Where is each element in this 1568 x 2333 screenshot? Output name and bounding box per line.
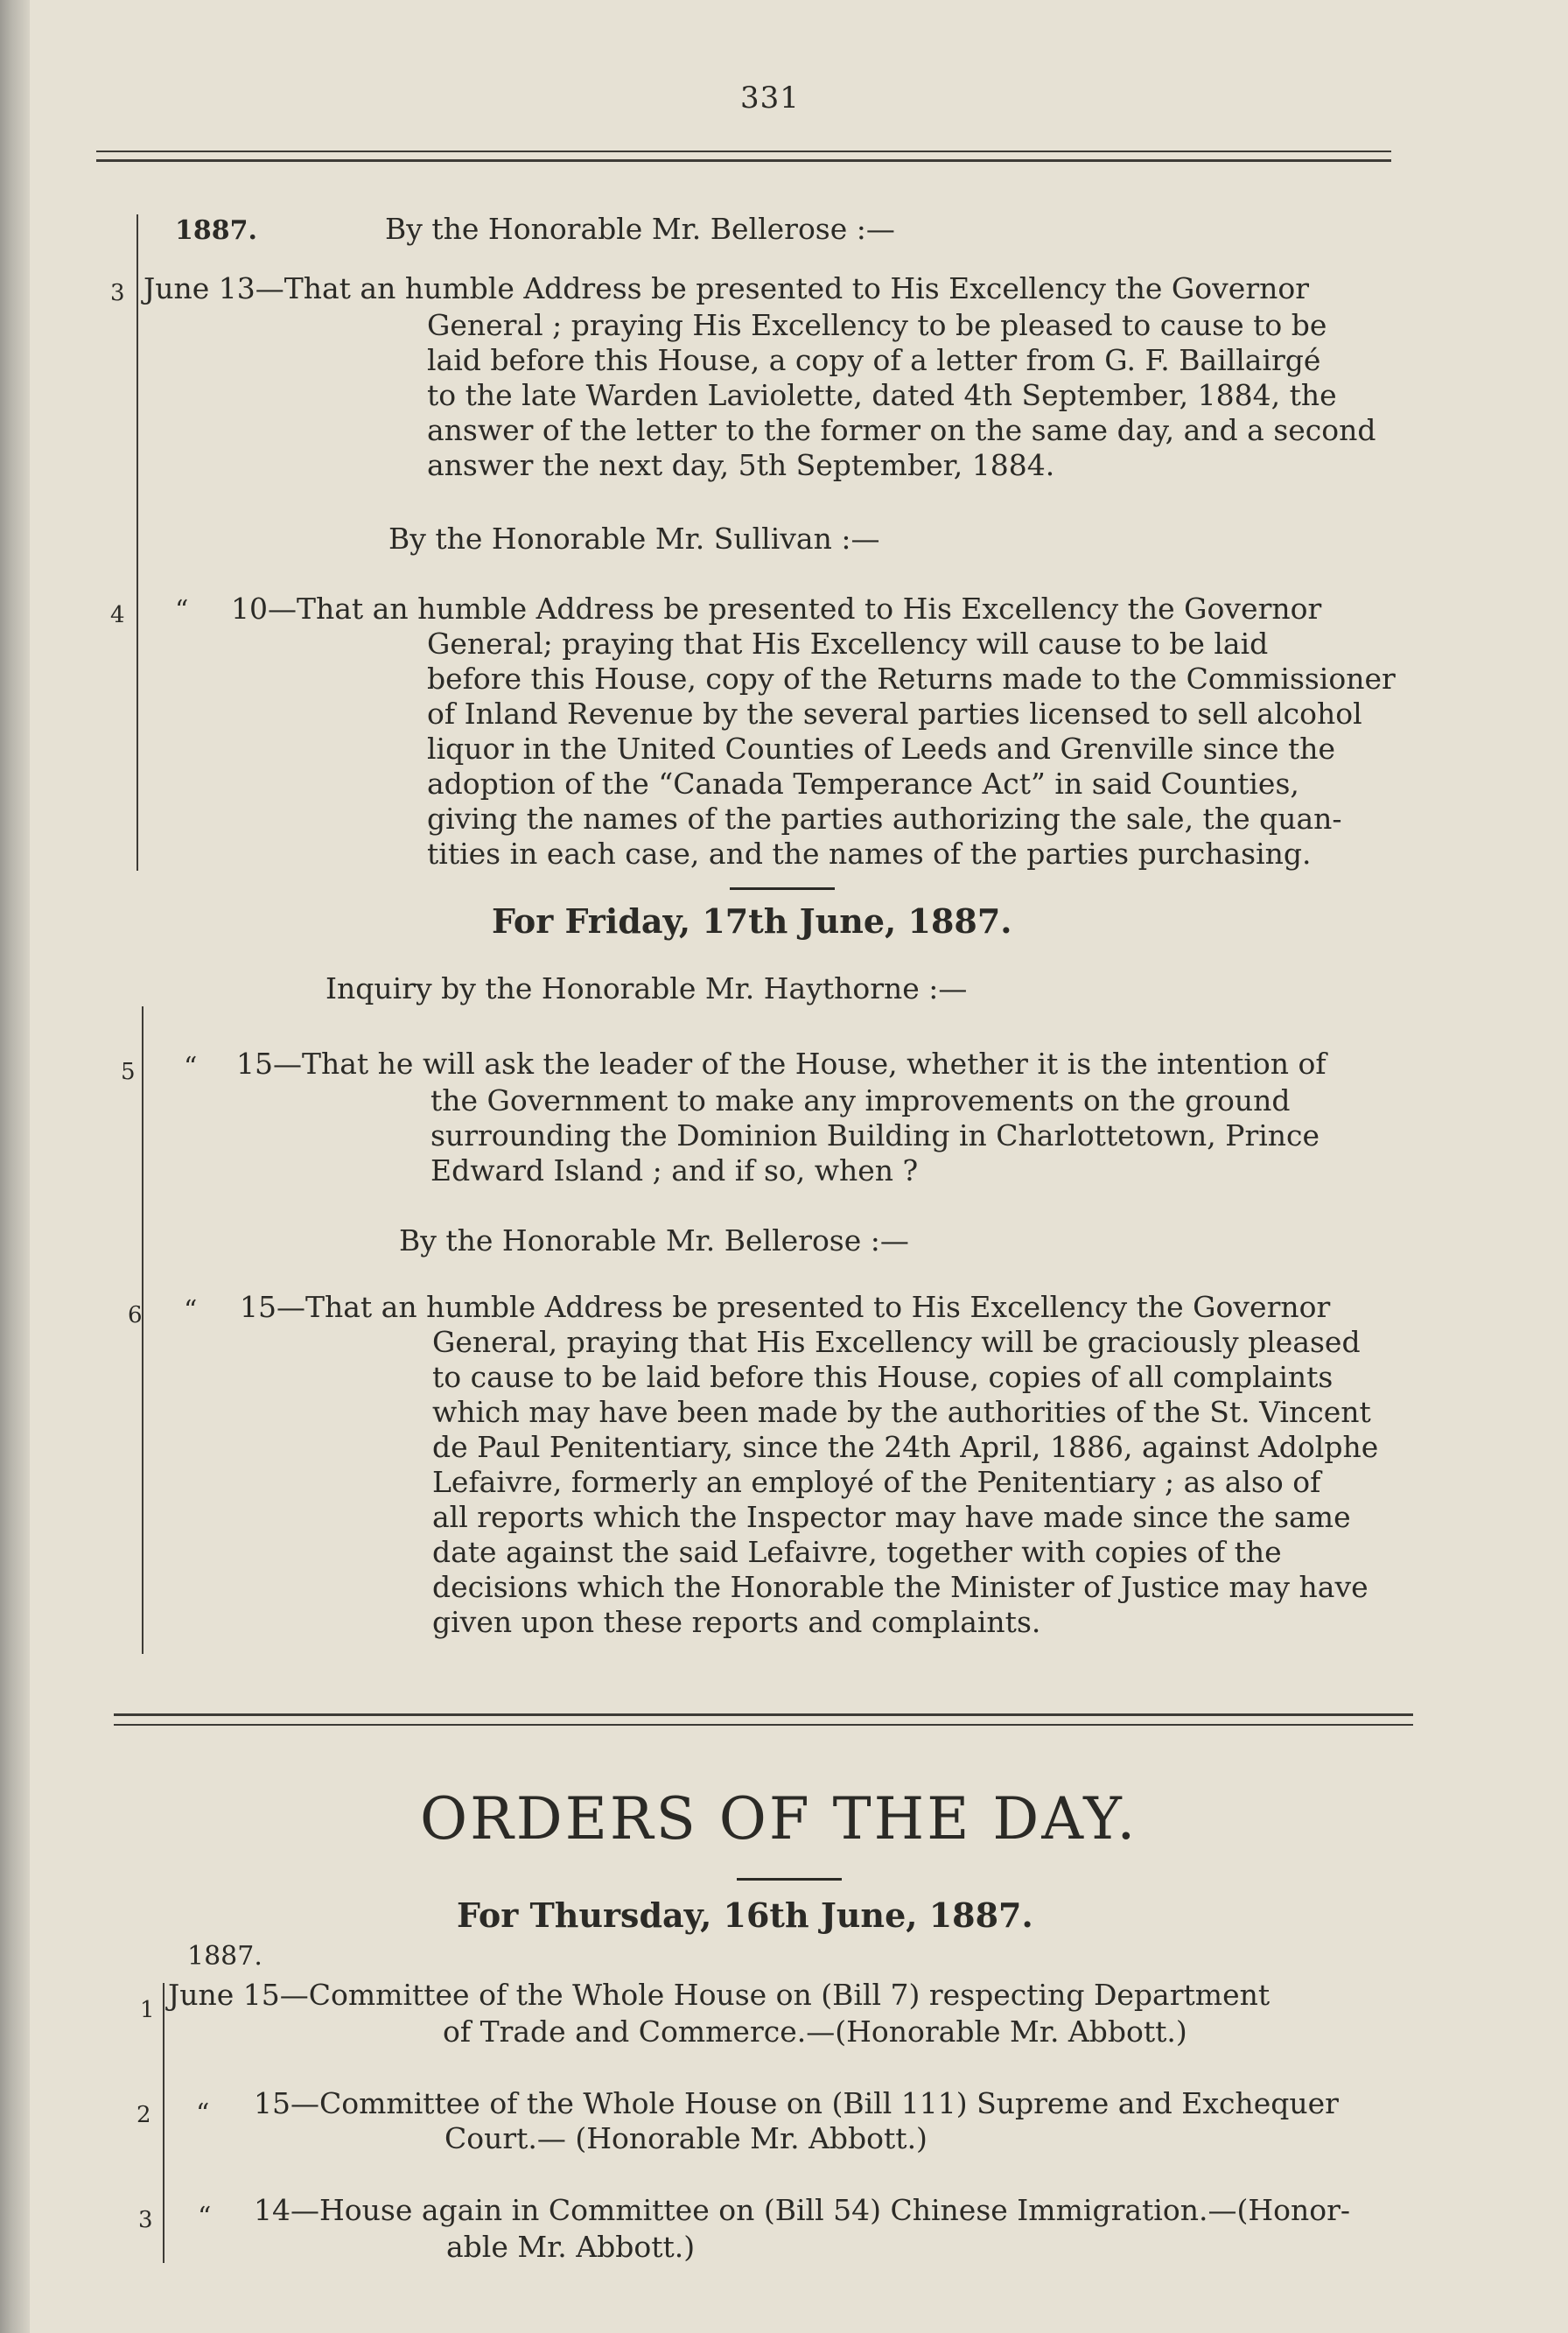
- notice-line: to the late Warden Laviolette, dated 4th September, 1884, the: [427, 378, 1337, 412]
- orders-title: ORDERS OF THE DAY.: [420, 1785, 1138, 1853]
- notice-line: General, praying that His Excellency will be graciously pleased: [432, 1325, 1361, 1359]
- notice-line: which may have been made by the authorities of the St. Vincent: [432, 1395, 1371, 1429]
- order-first-line: 14—House again in Committee on (Bill 54) Chinese Immigration.—(Honor-: [254, 2193, 1351, 2227]
- section-divider: [730, 887, 835, 890]
- ditto-mark: “: [196, 2098, 210, 2129]
- ditto-mark: “: [198, 2202, 212, 2232]
- ditto-mark: “: [175, 595, 189, 626]
- binding-gutter: [0, 0, 30, 2333]
- byline-sullivan: By the Honorable Mr. Sullivan :—: [388, 522, 880, 556]
- margin-line-friday: [142, 1006, 144, 1654]
- notice-line: answer the next day, 5th September, 1884.: [427, 448, 1055, 482]
- notice-line: given upon these reports and complaints.: [432, 1605, 1041, 1639]
- notice-body: [432, 1325, 1378, 1640]
- byline-bellerose: By the Honorable Mr. Bellerose :—: [385, 212, 895, 246]
- header-rule-bottom: [96, 159, 1391, 162]
- item-number: 3: [110, 280, 125, 306]
- byline-haythorne: Inquiry by the Honorable Mr. Haythorne :—: [326, 971, 968, 1005]
- notice-line: General ; praying His Excellency to be pleased to cause to be: [427, 308, 1327, 342]
- notice-first-line: 15—That an humble Address be presented to His Excellency the Governor: [240, 1290, 1331, 1324]
- item-number: 5: [121, 1059, 136, 1085]
- header-rule-top: [96, 151, 1391, 152]
- item-number: 6: [128, 1302, 143, 1328]
- notice-first-line: June 13—That an humble Address be presented to His Excellency the Governor: [144, 271, 1309, 305]
- notice-line: before this House, copy of the Returns made to the Commissioner: [427, 662, 1396, 696]
- notice-line: tities in each case, and the names of the parties purchasing.: [427, 837, 1312, 871]
- notice-body: [430, 1083, 1320, 1188]
- order-body: [446, 2230, 695, 2265]
- orders-rule-top: [114, 1713, 1413, 1716]
- margin-line-orders: [163, 1983, 164, 2263]
- notice-body: [427, 627, 1396, 872]
- notice-line: General; praying that His Excellency will cause to be laid: [427, 627, 1269, 661]
- notice-line: all reports which the Inspector may have made since the same: [432, 1500, 1351, 1534]
- order-body: [443, 2014, 1187, 2049]
- order-number: 1: [140, 1997, 155, 2023]
- notice-line: answer of the letter to the former on the same day, and a second: [427, 413, 1376, 447]
- order-first-line: 15—Committee of the Whole House on (Bill 111) Supreme and Exchequer: [254, 2086, 1339, 2120]
- ditto-mark: “: [184, 1052, 198, 1082]
- byline-bellerose: By the Honorable Mr. Bellerose :—: [399, 1223, 909, 1258]
- notice-line: of Inland Revenue by the several parties licensed to sell alcohol: [427, 697, 1362, 731]
- order-line: Court.— (Honorable Mr. Abbott.): [444, 2121, 928, 2155]
- notice-body: [427, 308, 1376, 483]
- order-line: able Mr. Abbott.): [446, 2230, 696, 2264]
- notice-line: to cause to be laid before this House, copies of all complaints: [432, 1360, 1334, 1394]
- friday-heading: For Friday, 17th June, 1887.: [492, 901, 1012, 941]
- page-number: 331: [740, 81, 800, 116]
- notice-line: surrounding the Dominion Building in Charlottetown, Prince: [430, 1118, 1320, 1152]
- orders-rule-bottom: [114, 1724, 1413, 1726]
- notice-line: Lefaivre, formerly an employé of the Penitentiary ; as also of: [432, 1465, 1321, 1499]
- notice-first-line: 10—That an humble Address be presented to His Excellency the Governor: [231, 592, 1322, 626]
- notice-line: decisions which the Honorable the Minister of Justice may have: [432, 1570, 1368, 1604]
- ditto-mark: “: [184, 1295, 198, 1326]
- notice-line: date against the said Lefaivre, together with copies of the: [432, 1535, 1282, 1569]
- order-first-line: June 15—Committee of the Whole House on (Bill 7) respecting Department: [168, 1978, 1270, 2012]
- notices-year: 1887.: [175, 215, 257, 246]
- order-number: 2: [136, 2102, 151, 2128]
- notice-line: laid before this House, a copy of a letter from G. F. Baillairgé: [427, 343, 1321, 377]
- orders-year: 1887.: [187, 1941, 262, 1972]
- order-body: [444, 2121, 928, 2156]
- thursday-heading: For Thursday, 16th June, 1887.: [457, 1895, 1033, 1935]
- notice-line: liquor in the United Counties of Leeds and Grenville since the: [427, 732, 1336, 766]
- notice-line: de Paul Penitentiary, since the 24th April, 1886, against Adolphe: [432, 1430, 1379, 1464]
- margin-line-notices: [136, 214, 138, 871]
- item-number: 4: [110, 602, 125, 628]
- notice-line: giving the names of the parties authorizing the sale, the quan-: [427, 802, 1342, 836]
- section-divider: [737, 1878, 842, 1881]
- notice-line: the Government to make any improvements on the ground: [430, 1083, 1291, 1117]
- notice-first-line: 15—That he will ask the leader of the House, whether it is the intention of: [236, 1047, 1326, 1081]
- order-number: 3: [138, 2207, 153, 2233]
- order-line: of Trade and Commerce.—(Honorable Mr. Abbott.): [443, 2014, 1187, 2049]
- notice-line: Edward Island ; and if so, when ?: [430, 1153, 919, 1188]
- notice-line: adoption of the “Canada Temperance Act” in said Counties,: [427, 767, 1299, 801]
